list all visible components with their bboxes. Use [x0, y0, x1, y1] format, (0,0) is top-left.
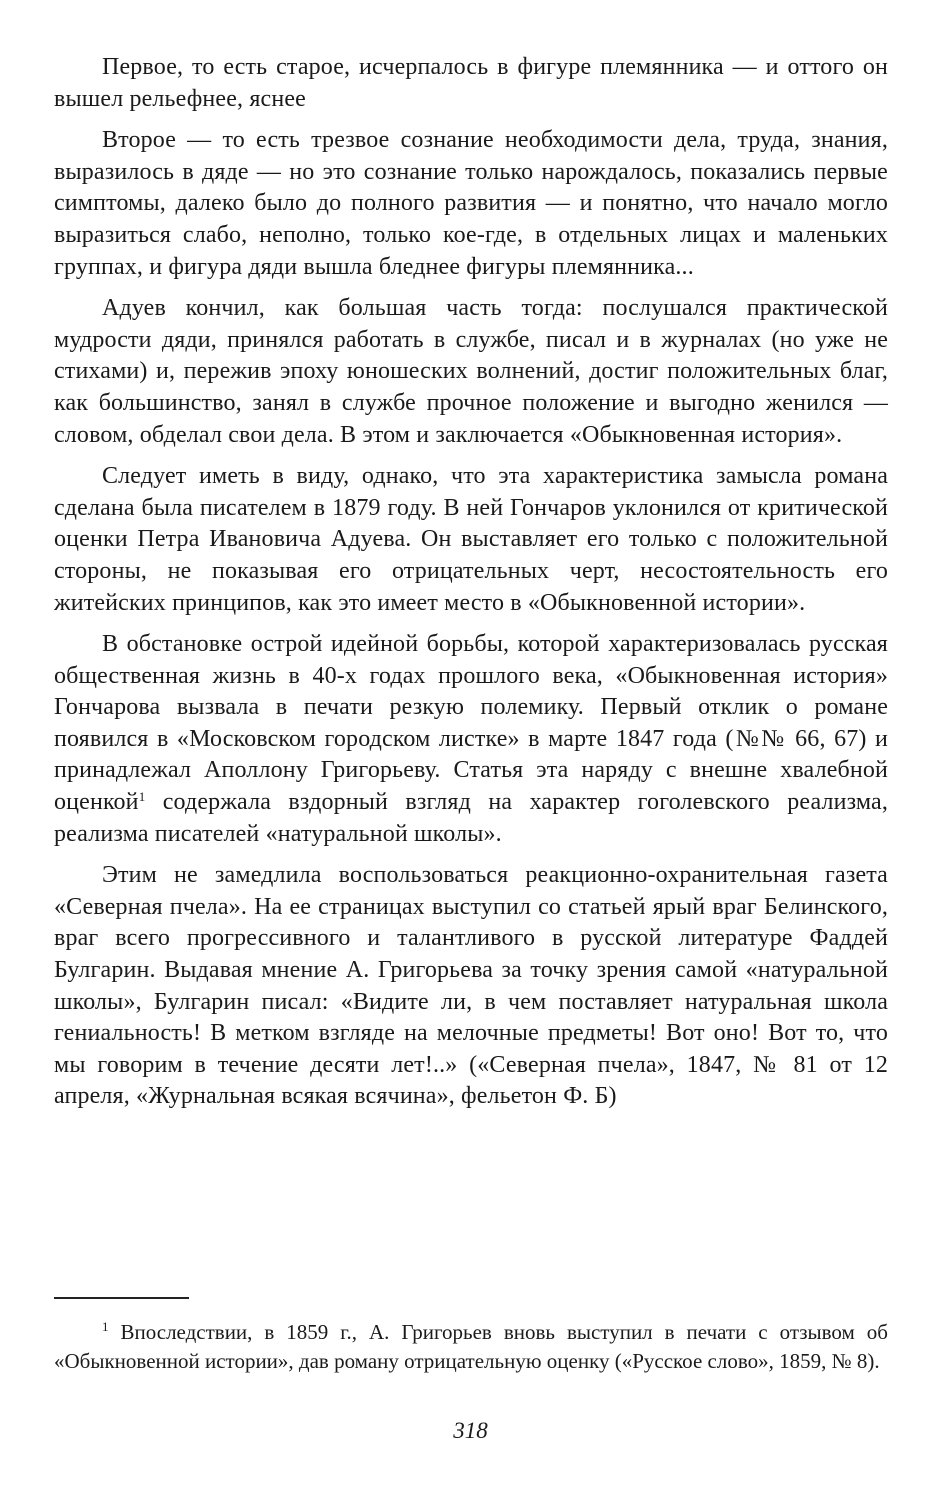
footnote-reference: 1	[138, 789, 146, 805]
footnote-divider	[54, 1297, 189, 1299]
paragraph: Адуев кончил, как большая часть тогда: послушался практической мудрости дяди, принялся работать в службе, писал и в журналах (но уже не стихами) и, пережив эпоху юношеских волнений, достиг положительных благ, как большинство, занял в службе прочное положение и выгодно женился — словом, обделал свои дела. В этом и заключается «Обыкновенная история».	[54, 295, 888, 448]
paragraph-text-part: В обстановке острой идейной борьбы, которой характеризовалась русская общественная жизнь в 40-х годах прошлого века, «Обыкновенная история» Гончарова вызвала в печати резкую полемику. Первый отклик о романе появился в «Московском городском листке» в марте 1847 года (№№ 66, 67) и принадлежал Аполлону Григорьеву. Статья эта наряду с внешне хвалебной оценкой	[54, 631, 888, 816]
paragraph: Следует иметь в виду, однако, что эта характеристика замысла романа сделана была писателем в 1879 году. В ней Гончаров уклонился от критической оценки Петра Ивановича Адуева. Он выставляет его только с положительной стороны, не показывая его отрицательных черт, несостоятельность его житейских принципов, как это имеет место в «Обыкновенной истории».	[54, 463, 888, 616]
paragraph: Первое, то есть старое, исчерпалось в фигуре племянника — и оттого он вышел рельефнее, яснее	[54, 54, 888, 112]
paragraph-text-part: содержала вздорный взгляд на характер гоголевского реализма, реализма писателей «натуральной школы».	[54, 789, 888, 847]
main-text	[54, 52, 888, 1123]
footnote	[54, 1318, 888, 1375]
paragraph: Второе — то есть трезвое сознание необходимости дела, труда, знания, выразилось в дяде — но это сознание только нарождалось, показались первые симптомы, далеко было до полного развития — и понятно, что начало могло выразиться слабо, неполно, только кое-где, в отдельных лицах и маленьких группах, и фигура дяди вышла бледнее фигуры племянника...	[54, 127, 888, 280]
footnote-text: Впоследствии, в 1859 г., А. Григорьев вновь выступил в печати с отзывом об «Обыкновенной истории», дав роману отрицательную оценку («Русское слово», 1859, № 8).	[54, 1320, 888, 1373]
footnote-number: 1	[102, 1319, 109, 1334]
paragraph: Этим не замедлила воспользоваться реакционно-охранительная газета «Северная пчела». На ее страницах выступил со статьей ярый враг Белинского, враг всего прогрессивного и талантливого в русской литературе Фаддей Булгарин. Выдавая мнение А. Григорьева за точку зрения самой «натуральной школы», Булгарин писал: «Видите ли, в чем поставляет натуральная школа гениальность! В метком взгляде на мелочные предметы! Вот оно! Вот то, что мы говорим в течение десяти лет!..» («Северная пчела», 1847, № 81 от 12 апреля, «Журнальная всякая всячина», фельетон Ф. Б)	[54, 862, 888, 1110]
page-number: 318	[453, 1418, 488, 1443]
paragraph-with-footnote-ref	[54, 629, 888, 850]
